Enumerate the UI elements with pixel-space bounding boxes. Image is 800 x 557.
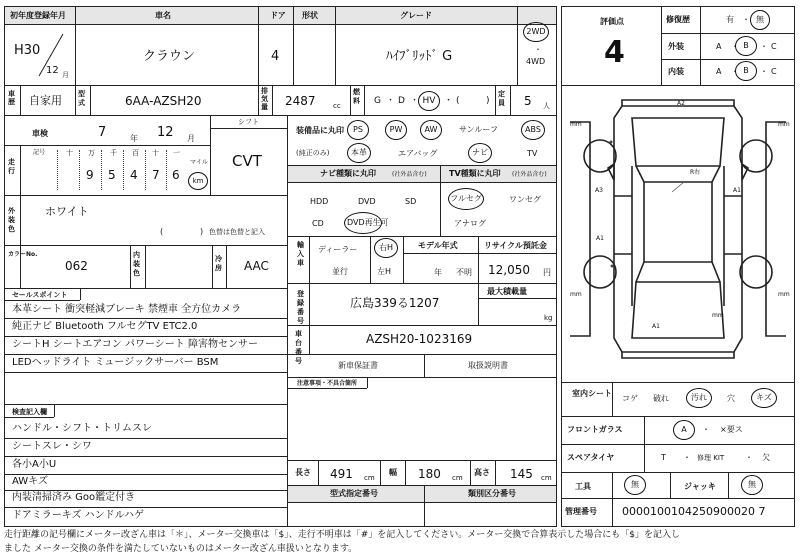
- ac-value: AAC: [244, 259, 269, 273]
- drive-4wd: 4WD: [526, 57, 546, 66]
- shift-value: CVT: [232, 152, 262, 170]
- repair-none-circled: 無: [750, 10, 770, 30]
- navi-dvd-play-circled: DVD再生可: [344, 212, 382, 234]
- max-load-label: 最大積載量: [487, 287, 527, 296]
- selling-point-line: 純正ナビ Bluetooth フルセグTV ETC2.0: [12, 321, 198, 332]
- tools-none-circled: 無: [624, 475, 646, 495]
- diag-label-a1: A1: [733, 187, 741, 194]
- cc-unit: cc: [333, 102, 341, 110]
- inspector-line: ドアミラーキズ ハンドルハゲ: [12, 510, 144, 521]
- glass-a-circled: A: [673, 420, 695, 440]
- width-value: 180: [418, 467, 441, 481]
- score-label: 評価点: [600, 17, 624, 26]
- fuel-paren-open: (: [456, 96, 460, 106]
- exterior-label: 外装: [668, 42, 684, 51]
- equipment-sub: (純正のみ): [296, 149, 330, 157]
- mileage-symbol-label: 記号: [33, 149, 46, 156]
- selling-points-label: セールスポイント: [12, 291, 68, 299]
- equip-ps-circled: PS: [347, 120, 369, 140]
- equip-aw-circled: AW: [420, 120, 442, 140]
- model-year-unknown: 不明: [456, 268, 472, 277]
- navi-hdd: HDD: [310, 197, 329, 206]
- glass-needs-replace: ×要ス: [720, 425, 743, 434]
- navi-dvd: DVD: [358, 197, 376, 206]
- year-label: 初年度登録年月: [10, 11, 66, 20]
- ext-grade-c: C: [771, 42, 777, 51]
- mileage-digit: 4: [130, 168, 138, 182]
- spare-sep: ・: [683, 453, 691, 462]
- navi-cd: CD: [312, 219, 324, 228]
- footer-line1: 走行距離の記号欄にメーター改ざん車は「＊」、メーター交換車は「$」、走行不明車は「#」を記入してください。メーター交換で合算表示した場合にも「$」を記入し: [4, 530, 680, 540]
- month-unit: 月: [62, 71, 69, 79]
- fuel-paren-close: ): [486, 96, 490, 106]
- repair-sep: ・: [742, 15, 750, 24]
- mgmt-value: 0000100104250900020 7: [622, 505, 766, 518]
- height-unit: cm: [541, 474, 552, 482]
- fuel-g: G: [374, 96, 381, 106]
- equip-abs-circled: ABS: [521, 120, 545, 140]
- reg-month: 12: [46, 65, 59, 76]
- mileage-digit: 9: [86, 168, 94, 182]
- shift-label: シフト: [238, 118, 259, 126]
- mileage-digit: 7: [152, 168, 160, 182]
- selling-point-line: 本革シート 衝突軽減ブレーキ 禁煙車 全方位カメラ: [12, 304, 242, 315]
- jack-label: ジャッキ: [684, 482, 716, 491]
- spare-missing: 欠: [762, 453, 770, 462]
- color-note: 色替は色替と記入: [209, 228, 265, 236]
- height-label: 高さ: [474, 468, 490, 477]
- displacement-label: 排気量: [261, 87, 268, 111]
- drive-2wd-circled: 2WD: [523, 22, 549, 42]
- fuel-label: 燃料: [353, 88, 360, 105]
- capacity-unit: 人: [543, 102, 550, 110]
- inspection-year: 7: [98, 125, 107, 140]
- door-count: 4: [271, 49, 280, 64]
- tv-oneseg: ワンセグ: [509, 195, 541, 204]
- color-paren-open: (: [160, 227, 164, 236]
- inspector-label: 検査記入欄: [12, 408, 47, 416]
- equip-tv: TV: [527, 149, 538, 158]
- model-year-label: モデル年式: [418, 241, 458, 250]
- mileage-label: 走行: [8, 158, 15, 175]
- equip-sunroof: サンルーフ: [459, 125, 498, 134]
- inspection-label: 車検: [32, 129, 48, 138]
- registration-value: 広島339る1207: [350, 296, 440, 310]
- diag-label-a1-side: A1: [596, 235, 604, 242]
- diag-label-a2: A2: [677, 100, 685, 107]
- width-label: 幅: [389, 468, 397, 477]
- length-label: 長さ: [295, 468, 311, 477]
- notes-label: 注意事項・不具合箇所: [297, 380, 358, 387]
- interior-color-label: 内装色: [133, 251, 140, 277]
- int-grade-b-circled: B: [735, 61, 757, 81]
- km-unit-circled: km: [188, 172, 208, 190]
- int-grade-c: C: [771, 67, 777, 76]
- length-unit: cm: [364, 474, 375, 482]
- mileage-digit: 6: [172, 168, 180, 182]
- recycle-label: リサイクル預託金: [484, 241, 547, 250]
- year-era: H30: [14, 43, 41, 58]
- capacity-label: 定員: [498, 90, 505, 107]
- mm-unit: mm: [712, 312, 724, 319]
- int-sep: ・: [731, 67, 739, 76]
- grade-value: ﾊｲﾌﾞﾘｯﾄﾞ G: [386, 49, 453, 64]
- chassis-label: 車台番号: [295, 330, 302, 365]
- tv-label-sub: (社外品含む): [512, 171, 547, 178]
- unit-ten-man: 十: [66, 149, 73, 157]
- ext-sep: ・: [760, 42, 768, 51]
- car-damage-diagram: [562, 86, 794, 382]
- mgmt-label: 管理番号: [565, 507, 597, 516]
- displacement-value: 2487: [285, 94, 316, 108]
- handle-left: 左H: [377, 267, 392, 276]
- equip-airbag: エアバッグ: [398, 149, 438, 158]
- selling-point-line: LEDヘッドライト ミュージックサーバー BSM: [12, 357, 219, 368]
- interior-grade-label: 内装: [668, 67, 684, 76]
- color-no-value: 062: [65, 259, 88, 273]
- capacity-value: 5: [524, 94, 532, 108]
- drive-sep: ・: [534, 45, 542, 54]
- mileage-digit: 5: [108, 168, 116, 182]
- diag-label-r: R右: [690, 169, 701, 176]
- model-value: 6AA-AZSH20: [125, 94, 202, 108]
- equipment-label: 装備品に丸印: [296, 126, 344, 135]
- height-value: 145: [510, 467, 533, 481]
- fuel-sep: ・: [410, 96, 420, 106]
- grade-label: グレード: [400, 11, 432, 20]
- repair-label: 修復歴: [666, 15, 690, 24]
- unit-sen: 千: [110, 149, 117, 157]
- ext-grade-a: A: [716, 42, 722, 51]
- tools-label: 工具: [575, 482, 591, 491]
- color-label: 外装色: [8, 207, 15, 233]
- color-paren-close: ): [200, 227, 204, 236]
- inspector-line: 各小A小U: [12, 459, 57, 470]
- score-value: 4: [604, 35, 625, 70]
- mm-unit: mm: [778, 291, 790, 298]
- handle-right-circled: 右H: [374, 238, 398, 258]
- equip-navi-circled: ナビ: [468, 143, 492, 163]
- inspection-month: 12: [157, 125, 174, 140]
- spare-sep: ・: [745, 453, 753, 462]
- recycle-yen: 円: [543, 268, 551, 277]
- navi-label: ナビ種類に丸印: [320, 169, 376, 178]
- seat-tear: 破れ: [653, 394, 669, 403]
- unit-juu: 十: [152, 149, 159, 157]
- length-value: 491: [330, 467, 353, 481]
- import-parallel: 並行: [332, 267, 348, 276]
- glass-label: フロントガラス: [567, 425, 623, 434]
- mm-unit: mm: [778, 121, 790, 128]
- inspector-line: 内装清掃済み Goo鑑定付き: [12, 492, 136, 503]
- unit-hyaku: 百: [132, 149, 139, 157]
- car-name: クラウン: [143, 49, 196, 64]
- import-label: 輸入車: [297, 241, 304, 267]
- class-label: 類別区分番号: [468, 489, 516, 498]
- equip-leather-circled: 本革: [347, 143, 371, 163]
- navi-label-sub: (社外品含む): [392, 171, 427, 178]
- unit-man: 万: [88, 149, 95, 157]
- tv-analog: アナログ: [454, 219, 486, 228]
- color-no-label: カラーNo.: [8, 251, 38, 258]
- shape-label: 形状: [302, 11, 318, 20]
- ac-label: 冷房: [215, 255, 222, 272]
- fuel-hv-circled: HV: [418, 91, 440, 111]
- seat-label: 室内シート: [572, 389, 612, 398]
- door-label: ドア: [270, 11, 286, 20]
- inspection-month-unit: 月: [187, 134, 195, 143]
- fuel-sep: ・: [386, 96, 396, 106]
- footer-line2: ました メーター交換の条件を満たしていないものはメーター改ざん車扱いとなります。: [4, 544, 358, 554]
- registration-label: 登録番号: [297, 290, 304, 325]
- spare-t: T: [661, 453, 666, 462]
- jack-none-circled: 無: [741, 475, 763, 495]
- usage-value: 自家用: [29, 94, 62, 107]
- spare-kit: 修理 KIT: [697, 454, 725, 462]
- navi-sd: SD: [405, 197, 417, 206]
- mile-unit: マイル: [190, 159, 208, 166]
- recycle-value: 12,050: [488, 263, 530, 277]
- glass-sep: ・: [702, 425, 710, 434]
- seat-burn: コゲ: [622, 394, 638, 403]
- import-dealer: ディーラー: [318, 245, 358, 254]
- manual: 取扱説明書: [468, 361, 508, 370]
- type-label: 型式指定番号: [330, 489, 378, 498]
- seat-hole: 穴: [727, 394, 735, 403]
- spare-label: スペアタイヤ: [567, 453, 615, 462]
- seat-dirt-circled: 汚れ: [686, 388, 712, 408]
- model-year-unit: 年: [434, 268, 442, 277]
- seat-scratch-circled: キズ: [751, 388, 777, 408]
- mm-unit: mm: [570, 121, 582, 128]
- unit-ichi: 一: [173, 149, 180, 157]
- usage-label: 車歴: [8, 90, 15, 106]
- mm-unit: mm: [570, 291, 582, 298]
- inspection-year-unit: 年: [130, 134, 138, 143]
- fuel-sep: ・: [444, 96, 454, 106]
- tv-label: TV種類に丸印: [449, 169, 501, 178]
- inspector-line: AWキズ: [12, 476, 48, 487]
- equip-pw-circled: PW: [385, 120, 407, 140]
- repair-yes: 有: [726, 15, 734, 24]
- ext-sep: ・: [731, 42, 739, 51]
- carname-label: 車名: [155, 11, 171, 20]
- ext-grade-b-circled: B: [735, 36, 757, 56]
- model-label: 型式: [78, 90, 85, 107]
- color-value: ホワイト: [45, 205, 89, 218]
- inspector-line: ハンドル・シフト・トリムスレ: [12, 423, 152, 434]
- int-grade-a: A: [716, 67, 722, 76]
- diag-label-a1-rear: A1: [652, 323, 660, 330]
- tv-fullseg-circled: フルセグ: [448, 188, 484, 210]
- width-unit: cm: [452, 474, 463, 482]
- diag-label-a3: A3: [595, 187, 603, 194]
- int-sep: ・: [760, 67, 768, 76]
- selling-point-line: シートH シートエアコン パワーシート 障害物センサー: [12, 339, 258, 350]
- chassis-value: AZSH20-1023169: [366, 332, 473, 346]
- new-warranty: 新車保証書: [338, 361, 378, 370]
- fuel-d: D: [398, 96, 405, 106]
- max-load-unit: kg: [544, 314, 553, 322]
- inspector-line: シートスレ・シワ: [12, 441, 92, 452]
